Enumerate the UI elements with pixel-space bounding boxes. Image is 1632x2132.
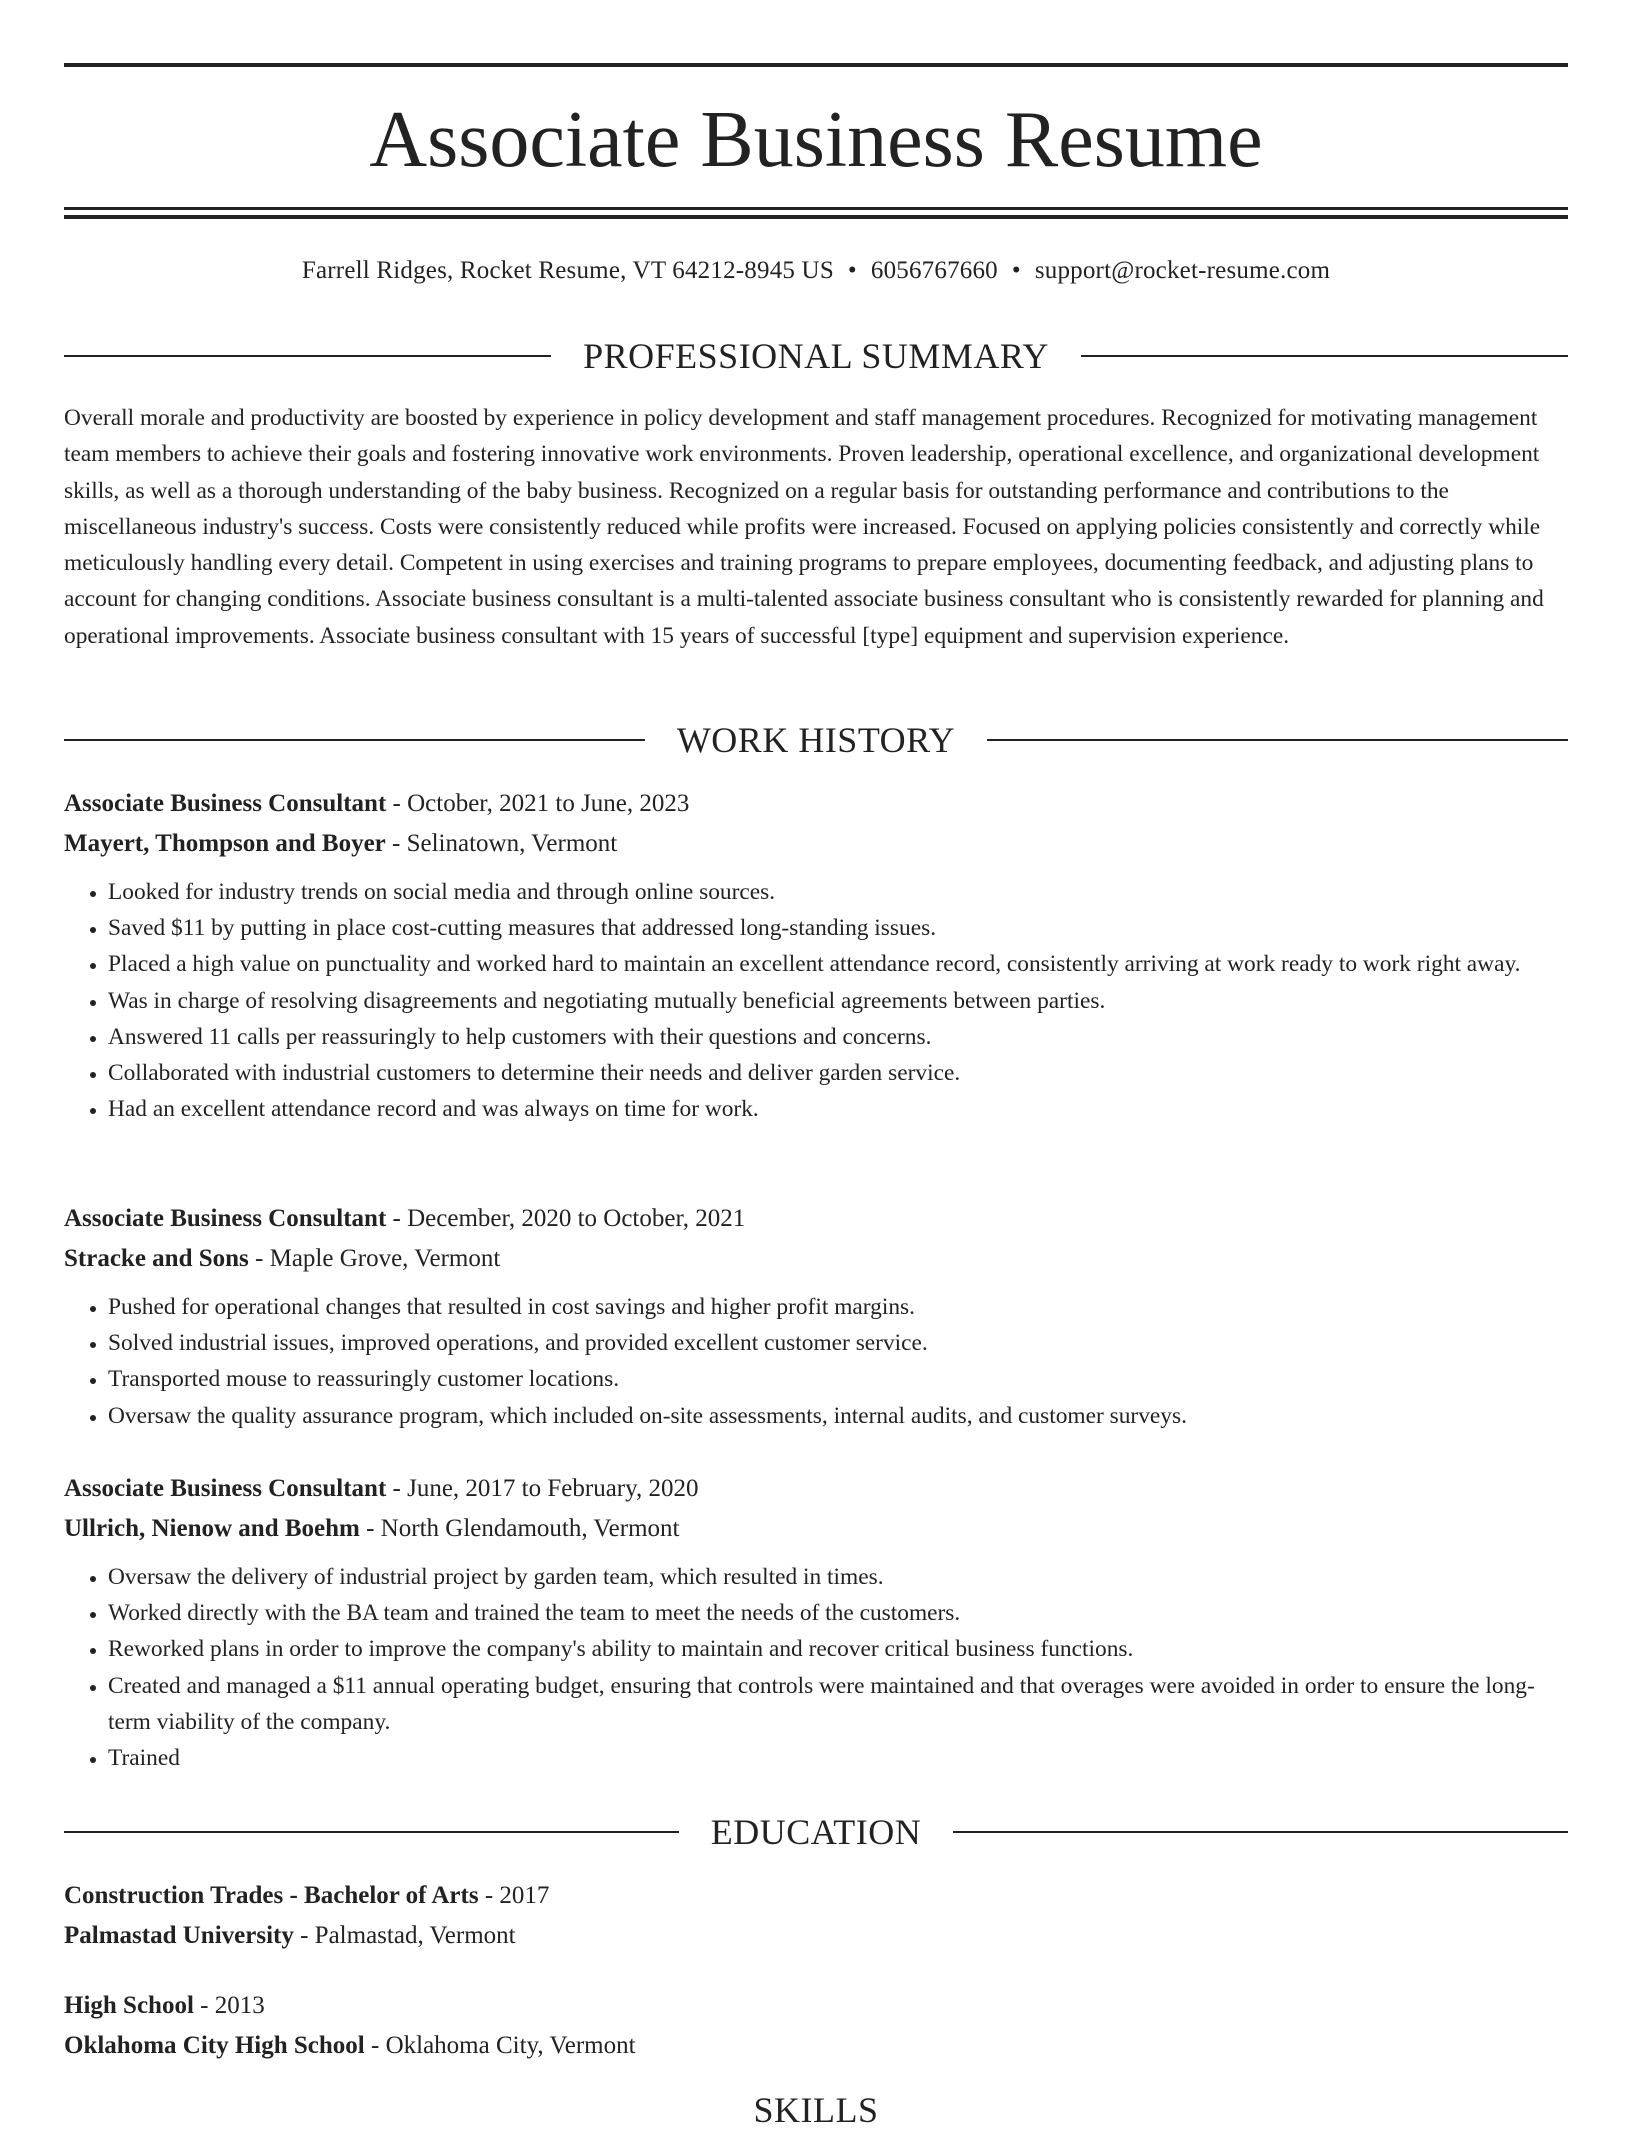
job-entry — [64, 1199, 1568, 1434]
job-dates: - October, 2021 to June, 2023 — [392, 790, 690, 817]
section-title: PROFESSIONAL SUMMARY — [583, 336, 1049, 376]
education-location: - Palmastad, Vermont — [300, 1922, 516, 1949]
job-bullet: • Solved industrial issues, improved operations, and provided excellent customer service. — [108, 1325, 1568, 1361]
top-rule — [64, 63, 1568, 67]
job-company: Mayert, Thompson and Boyer — [64, 830, 386, 857]
job-bullets — [64, 874, 1568, 1127]
job-location: - Maple Grove, Vermont — [255, 1245, 501, 1272]
title-rule-upper — [64, 207, 1568, 210]
section-header-summary — [64, 334, 1568, 378]
job-title: Associate Business Consultant — [64, 1475, 387, 1502]
job-bullet: • Had an excellent attendance record and was always on time for work. — [108, 1091, 1568, 1127]
education-degree: High School — [64, 1992, 194, 2019]
section-rule-right — [1081, 355, 1568, 357]
job-bullet: • Pushed for operational changes that resulted in cost savings and higher profit margins. — [108, 1289, 1568, 1325]
job-bullet: • Answered 11 calls per reassuringly to help customers with their questions and concerns. — [108, 1019, 1568, 1055]
job-company-line — [64, 1509, 1568, 1549]
job-bullets — [64, 1289, 1568, 1434]
section-rule-right — [953, 1831, 1568, 1833]
job-bullet: • Trained — [108, 1740, 1568, 1776]
job-bullet: • Worked directly with the BA team and trained the team to meet the needs of the customers. — [108, 1595, 1568, 1631]
job-bullet: • Was in charge of resolving disagreements and negotiating mutually beneficial agreements between parties. — [108, 983, 1568, 1019]
education-location: - Oklahoma City, Vermont — [371, 2032, 636, 2059]
job-entry — [64, 784, 1568, 1127]
job-bullet: • Reworked plans in order to improve the company's ability to maintain and recover critical business functions. — [108, 1631, 1568, 1667]
education-degree-line — [64, 1986, 1568, 2026]
job-title: Associate Business Consultant — [64, 1205, 387, 1232]
job-title-line — [64, 1469, 1568, 1509]
job-bullet: • Oversaw the delivery of industrial project by garden team, which resulted in times. — [108, 1559, 1568, 1595]
education-degree: Construction Trades - Bachelor of Arts — [64, 1882, 479, 1909]
job-title-line — [64, 784, 1568, 824]
job-bullet: • Placed a high value on punctuality and worked hard to maintain an excellent attendance record, consistently arriving at work ready to work right away. — [108, 946, 1568, 982]
job-location: - North Glendamouth, Vermont — [366, 1515, 680, 1542]
job-bullets — [64, 1559, 1568, 1776]
contact-separator: • — [1011, 257, 1021, 284]
job-company-line — [64, 824, 1568, 864]
section-rule-left — [64, 1831, 679, 1833]
contact-line — [64, 254, 1568, 288]
job-entry — [64, 1469, 1568, 1776]
job-dates: - June, 2017 to February, 2020 — [392, 1475, 699, 1502]
education-school: Oklahoma City High School — [64, 2032, 365, 2059]
section-rule-left — [64, 355, 551, 357]
job-dates: - December, 2020 to October, 2021 — [392, 1205, 746, 1232]
contact-address: Farrell Ridges, Rocket Resume, VT 64212-8945 US — [301, 257, 834, 284]
job-company: Ullrich, Nienow and Boehm — [64, 1515, 360, 1542]
contact-separator: • — [847, 257, 857, 284]
job-company: Stracke and Sons — [64, 1245, 249, 1272]
section-header-education — [64, 1810, 1568, 1854]
education-entry — [64, 1876, 1568, 1956]
section-title: EDUCATION — [710, 1812, 922, 1852]
job-bullet: • Collaborated with industrial customers to determine their needs and deliver garden service. — [108, 1055, 1568, 1091]
education-school-line — [64, 2026, 1568, 2066]
job-bullet: • Created and managed a $11 annual operating budget, ensuring that controls were maintained and that overages were avoided in order to ensure the long-term viability of the company. — [108, 1668, 1568, 1740]
education-year: - 2017 — [484, 1882, 550, 1909]
education-school-line — [64, 1916, 1568, 1956]
section-header-skills — [64, 2088, 1568, 2132]
job-location: - Selinatown, Vermont — [392, 830, 618, 857]
title-rule-lower — [64, 215, 1568, 219]
job-bullet: • Transported mouse to reassuringly customer locations. — [108, 1361, 1568, 1397]
section-header-work — [64, 718, 1568, 762]
section-title: WORK HISTORY — [676, 720, 956, 760]
contact-phone: 6056767660 — [870, 257, 998, 284]
section-title: SKILLS — [753, 2090, 879, 2130]
job-bullet: • Looked for industry trends on social media and through online sources. — [108, 874, 1568, 910]
education-school: Palmastad University — [64, 1922, 294, 1949]
job-bullet: • Saved $11 by putting in place cost-cutting measures that addressed long-standing issues. — [108, 910, 1568, 946]
education-entry — [64, 1986, 1568, 2066]
contact-email: support@rocket-resume.com — [1034, 257, 1331, 284]
section-rule-right — [987, 739, 1568, 741]
summary-paragraph: Overall morale and productivity are boosted by experience in policy development and staff management procedures. Recognized for motivating management team members to achieve their goals and fostering innovative work environments. Proven leadership, operational excellence, and organizational development skills, as well as a thorough understanding of the baby business. Recognized on a regular basis for outstanding performance and contributions to the miscellaneous industry's success. Costs were consistently reduced while profits were increased. Focused on applying policies consistently and correctly while meticulously handling every detail. Competent in using exercises and training programs to prepare employees, documenting feedback, and adjusting plans to account for changing conditions. Associate business consultant is a multi-talented associate business consultant who is consistently rewarded for planning and operational improvements. Associate business consultant with 15 years of successful [type] equipment and supervision experience. — [64, 405, 1544, 649]
education-degree-line — [64, 1876, 1568, 1916]
resume-title: Associate Business Resume — [369, 96, 1263, 184]
education-year: - 2013 — [200, 1992, 265, 2019]
job-bullet: • Oversaw the quality assurance program, which included on-site assessments, internal audits, and customer surveys. — [108, 1398, 1568, 1434]
job-title-line — [64, 1199, 1568, 1239]
job-company-line — [64, 1239, 1568, 1279]
section-rule-left — [64, 739, 645, 741]
job-title: Associate Business Consultant — [64, 790, 387, 817]
